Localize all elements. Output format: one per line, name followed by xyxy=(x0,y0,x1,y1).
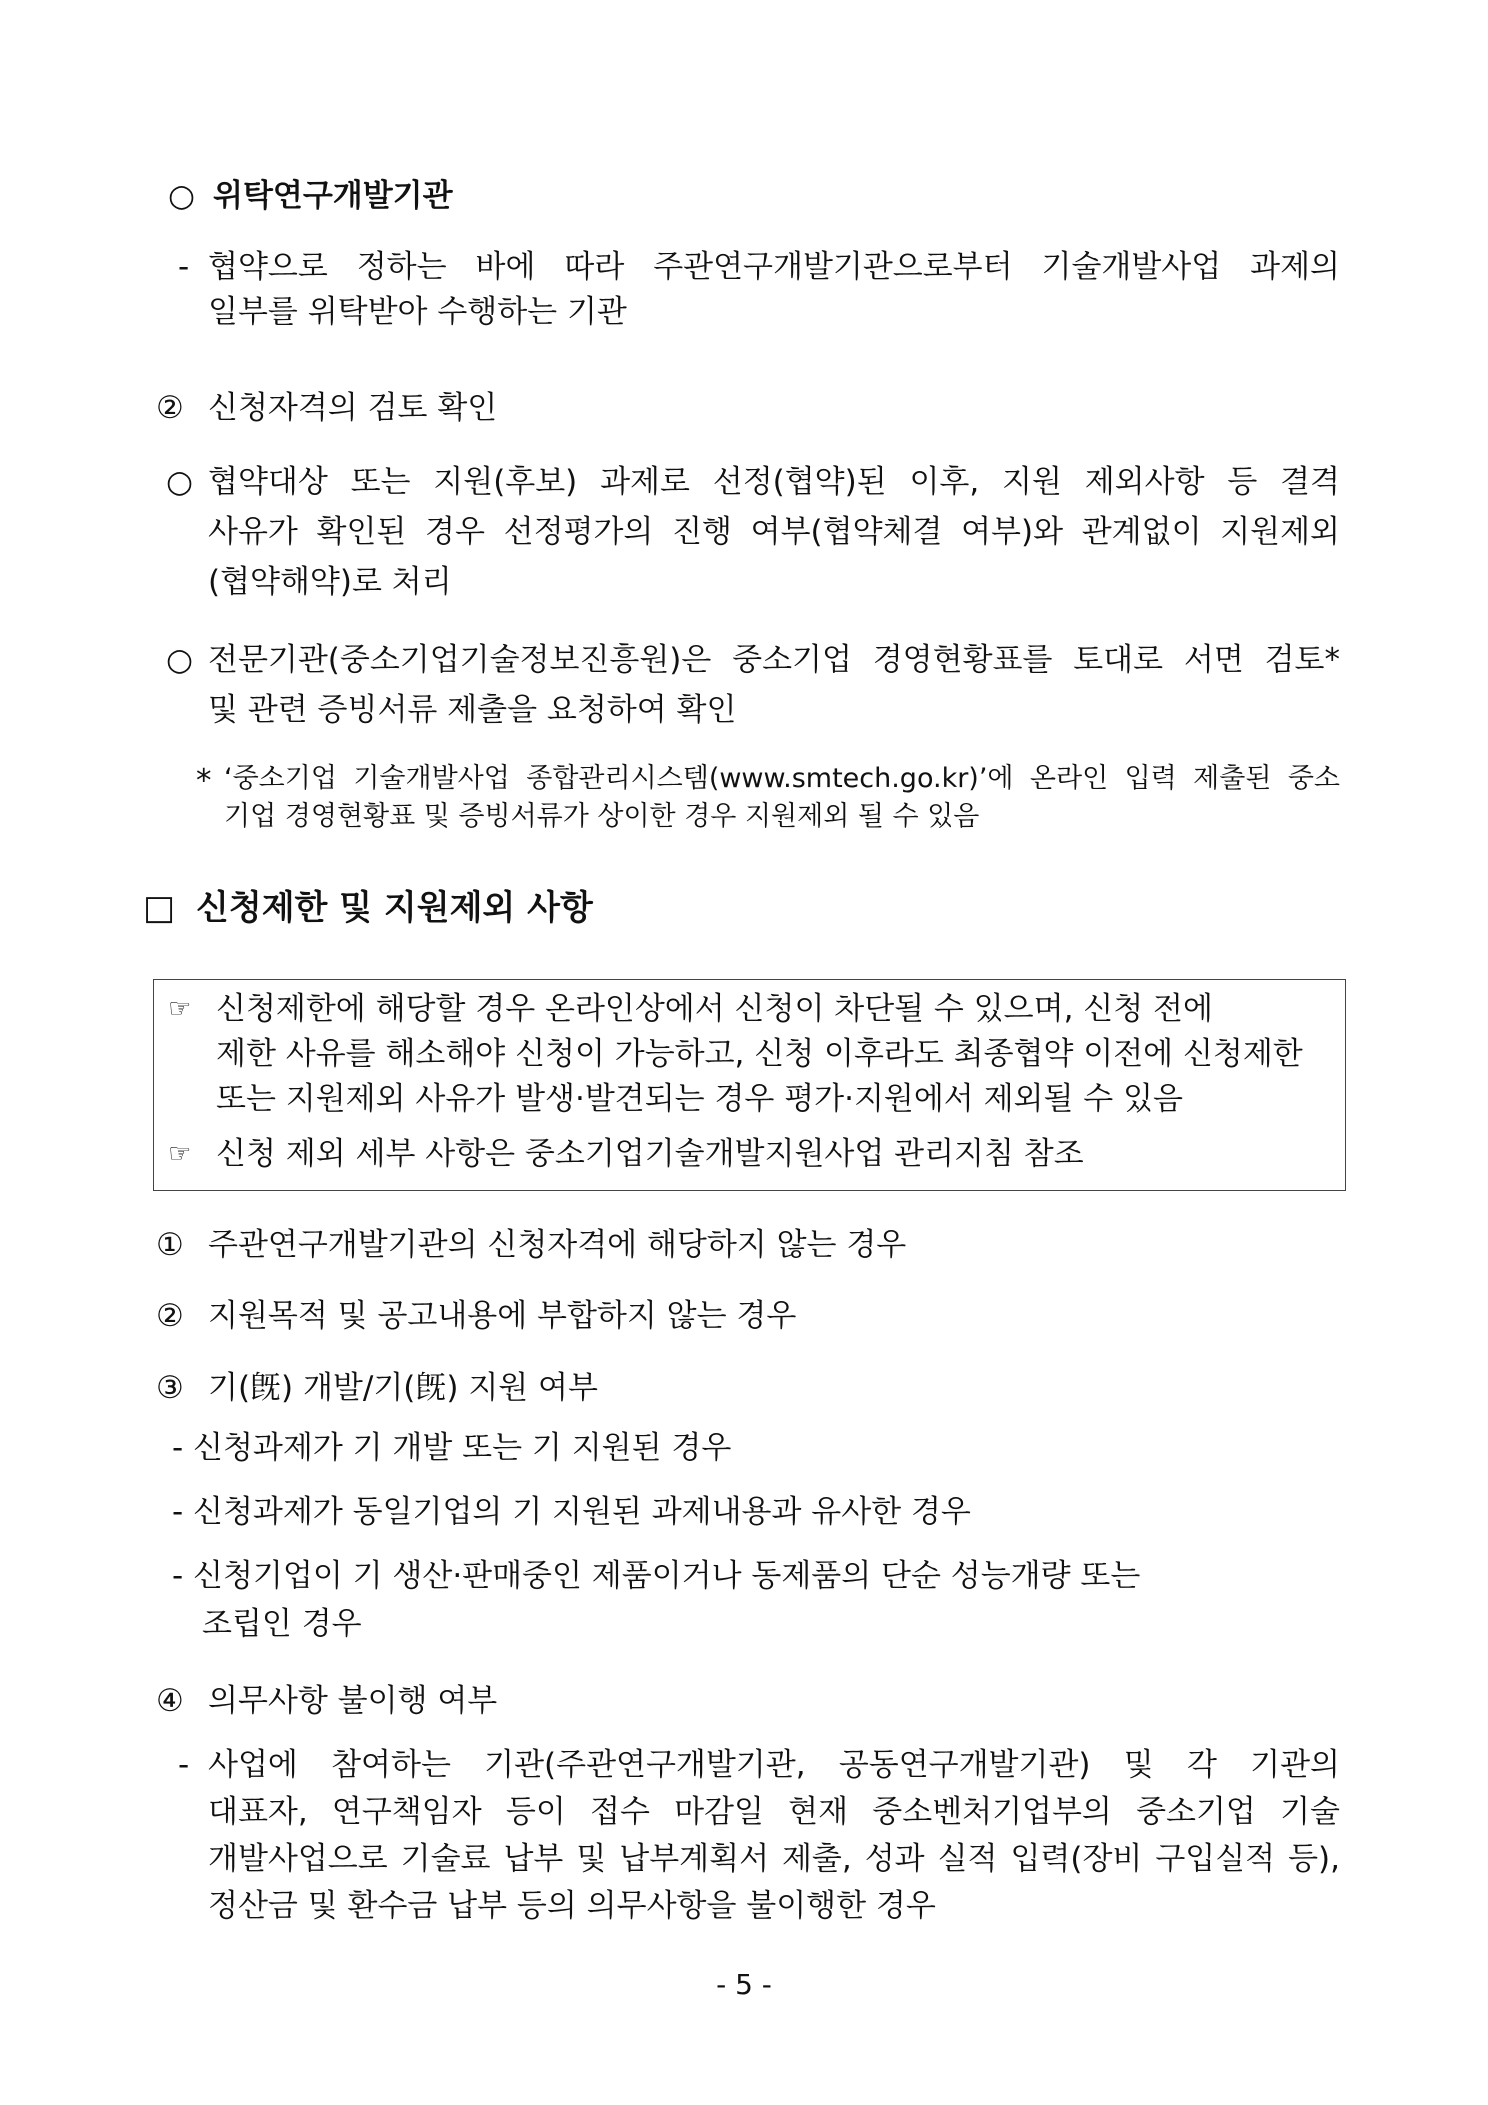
review-item1-line1: 협약대상 또는 지원(후보) 과제로 선정(협약)된 이후, 지원 제외사항 등 결격 xyxy=(208,464,1340,500)
page-number: - 5 - xyxy=(716,1968,772,2001)
circled-number-4: ④ xyxy=(156,1683,184,1719)
circled-number-2: ② xyxy=(156,390,184,426)
note1-line2: 제한 사유를 해소해야 신청이 가능하고, 신청 이후라도 최종협약 이전에 신청제한 xyxy=(216,1036,1303,1072)
note1-line1: 신청제한에 해당할 경우 온라인상에서 신청이 차단될 수 있으며, 신청 전에 xyxy=(216,991,1213,1027)
review-item2-line1: 전문기관(중소기업기술정보진흥원)은 중소기업 경영현황표를 토대로 서면 검토* xyxy=(208,642,1340,678)
dash-bullet: - xyxy=(178,249,190,285)
section-a-title: 위탁연구개발기관 xyxy=(213,178,453,214)
restriction-item3-sub2: - 신청과제가 동일기업의 기 지원된 과제내용과 유사한 경우 xyxy=(172,1494,971,1530)
circled-number-2: ② xyxy=(156,1298,184,1334)
restriction-item3-sub3-line1: - 신청기업이 기 생산·판매중인 제품이거나 동제품의 단순 성능개량 또는 xyxy=(172,1558,1141,1594)
circle-bullet: ○ xyxy=(166,642,194,678)
restriction-item4-line4: 정산금 및 환수금 납부 등의 의무사항을 불이행한 경우 xyxy=(208,1888,936,1924)
note2: 신청 제외 세부 사항은 중소기업기술개발지원사업 관리지침 참조 xyxy=(216,1136,1084,1172)
restriction-item3-sub1: - 신청과제가 기 개발 또는 기 지원된 경우 xyxy=(172,1430,732,1466)
restriction-item3-sub3-line2: 조립인 경우 xyxy=(202,1606,362,1642)
restriction-item4-line1: 사업에 참여하는 기관(주관연구개발기관, 공동연구개발기관) 및 각 기관의 xyxy=(208,1747,1340,1783)
pointing-hand-icon: ☞ xyxy=(168,994,192,1024)
restriction-item4-line3: 개발사업으로 기술료 납부 및 납부계획서 제출, 성과 실적 입력(장비 구입실적 등), xyxy=(208,1841,1340,1877)
restriction-item2: 지원목적 및 공고내용에 부합하지 않는 경우 xyxy=(208,1298,797,1334)
restriction-item4-line2: 대표자, 연구책임자 등이 접수 마감일 현재 중소벤처기업부의 중소기업 기술 xyxy=(208,1794,1340,1830)
footnote-marker: * xyxy=(196,763,212,799)
review-item1-line2: 사유가 확인된 경우 선정평가의 진행 여부(협약체결 여부)와 관계없이 지원제외 xyxy=(208,514,1340,550)
circled-number-1: ① xyxy=(156,1227,184,1263)
review-heading: 신청자격의 검토 확인 xyxy=(208,390,498,426)
section-a-desc-line2: 일부를 위탁받아 수행하는 기관 xyxy=(208,294,627,330)
circle-bullet: ○ xyxy=(166,464,194,500)
circled-number-3: ③ xyxy=(156,1370,184,1406)
pointing-hand-icon: ☞ xyxy=(168,1139,192,1169)
review-item2-line2: 및 관련 증빙서류 제출을 요청하여 확인 xyxy=(208,692,737,728)
dash-bullet: - xyxy=(178,1747,190,1783)
restriction-item4: 의무사항 불이행 여부 xyxy=(208,1683,498,1719)
circle-bullet: ○ xyxy=(168,178,196,214)
restriction-item1: 주관연구개발기관의 신청자격에 해당하지 않는 경우 xyxy=(208,1227,907,1263)
restrictions-title: 신청제한 및 지원제외 사항 xyxy=(196,888,593,928)
review-item1-line3: (협약해약)로 처리 xyxy=(208,564,452,600)
note1-line3: 또는 지원제외 사유가 발생·발견되는 경우 평가·지원에서 제외될 수 있음 xyxy=(216,1081,1183,1117)
restriction-item3: 기(旣) 개발/기(旣) 지원 여부 xyxy=(208,1370,598,1406)
footnote-line2: 기업 경영현황표 및 증빙서류가 상이한 경우 지원제외 될 수 있음 xyxy=(224,801,980,832)
footnote-line1: ‘중소기업 기술개발사업 종합관리시스템(www.smtech.go.kr)’에 온라인 입력 제출된 중소 xyxy=(224,763,1340,794)
section-a-desc-line1: 협약으로 정하는 바에 따라 주관연구개발기관으로부터 기술개발사업 과제의 xyxy=(208,249,1340,285)
checkbox-marker: □ xyxy=(143,888,176,928)
